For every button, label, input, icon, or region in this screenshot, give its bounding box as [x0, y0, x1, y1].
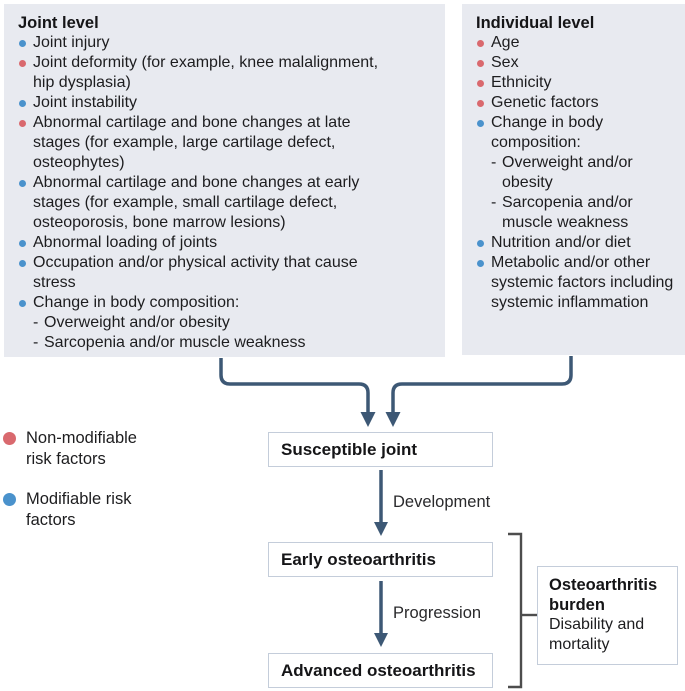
factor-text: Sarcopenia and/or muscle weakness: [502, 194, 633, 231]
advanced-osteoarthritis-box: [268, 653, 493, 688]
factor-text: Joint instability: [33, 94, 138, 111]
factor-text: Overweight and/or obesity: [502, 154, 633, 191]
legend-label: Modifiable risk factors: [26, 490, 132, 529]
factor-text: Joint injury: [33, 34, 110, 51]
osteoarthritis-burden-box: [537, 566, 678, 665]
individual-level-title: Individual level: [476, 14, 595, 32]
factor-text: Abnormal cartilage and bone changes at late stages (for example, large cartilage defect, osteophytes): [33, 114, 351, 171]
progression-label: Progression: [393, 604, 482, 622]
advanced-osteoarthritis-label: Advanced osteoarthritis: [281, 660, 476, 680]
legend-label: Non-modifiable risk factors: [26, 429, 137, 468]
factor-text: Genetic factors: [491, 94, 599, 111]
merge-arrow-left-head: [361, 412, 376, 427]
burden-bracket: [508, 534, 521, 687]
factor-text: Ethnicity: [491, 74, 552, 91]
susceptible-joint-box: [268, 432, 493, 467]
factor-text: Change in body composition:: [491, 114, 604, 151]
merge-arrow-right: [393, 356, 571, 413]
joint-level-title: Joint level: [18, 14, 99, 32]
progression-arrow-head: [374, 633, 388, 647]
factor-text: Change in body composition:: [33, 294, 240, 311]
burden-subtitle: Disability and mortality: [549, 616, 645, 653]
burden-title: Osteoarthritis burden: [549, 576, 658, 614]
merge-arrow-left: [221, 358, 368, 413]
early-osteoarthritis-label: Early osteoarthritis: [281, 549, 436, 569]
development-arrow-head: [374, 522, 388, 536]
factor-text: Occupation and/or physical activity that cause stress: [33, 254, 358, 291]
factor-text: Joint deformity (for example, knee malalignment, hip dysplasia): [33, 54, 379, 91]
factor-text: Abnormal cartilage and bone changes at early stages (for example, small cartilage defect, osteoporosis, bone marrow lesions): [33, 174, 360, 231]
factor-text: Sex: [491, 54, 519, 71]
factor-text: Nutrition and/or diet: [491, 234, 631, 251]
factor-text: Abnormal loading of joints: [33, 234, 218, 251]
development-label: Development: [393, 493, 491, 511]
factor-text: Age: [491, 34, 520, 51]
factor-text: Overweight and/or obesity: [44, 314, 230, 331]
susceptible-joint-label: Susceptible joint: [281, 439, 418, 459]
early-osteoarthritis-box: [268, 542, 493, 577]
factor-text: Metabolic and/or other systemic factors including systemic inflammation: [491, 254, 674, 311]
merge-arrow-right-head: [386, 412, 401, 427]
factor-text: Sarcopenia and/or muscle weakness: [44, 334, 306, 351]
